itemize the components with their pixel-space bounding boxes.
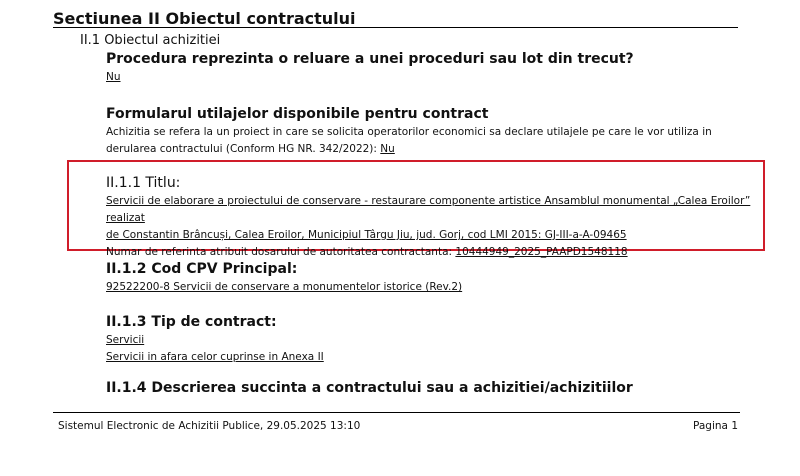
titlu-text-1: Servicii de elaborare a proiectului de conservare - restaurare componente artistice Ansamblul monumental „Calea Eroilor” realizat <box>106 195 751 224</box>
titlu-block <box>106 173 756 261</box>
footer-page-number: Pagina 1 <box>693 420 738 432</box>
reluare-answer: Nu <box>106 71 121 83</box>
section-divider <box>53 27 738 28</box>
cpv-title: II.1.2 Cod CPV Principal: <box>106 261 298 277</box>
tip-block <box>106 312 746 366</box>
reluare-answer-row <box>106 69 746 86</box>
reference-value: 10444949_2025_PAAPD1548118 <box>455 246 628 258</box>
tip-title: II.1.3 Tip de contract: <box>106 314 277 330</box>
descriere-title: II.1.4 Descrierea succinta a contractului sau a achizitiei/achizitiilor <box>106 380 633 396</box>
tip-value-1: Servicii <box>106 334 145 346</box>
utilaje-answer: Nu <box>380 143 395 155</box>
cpv-value-row <box>106 279 746 296</box>
cpv-block <box>106 259 746 296</box>
cpv-value: 92522200-8 Servicii de conservare a monumentelor istorice (Rev.2) <box>106 281 463 293</box>
titlu-text-2: de Constantin Brâncuși, Calea Eroilor, Municipiul Târgu Jiu, jud. Gorj, cod LMI 2015: GJ-III-a-A-09465 <box>106 229 627 241</box>
utilaje-description: Achizitia se refera la un proiect in care se solicita operatorilor economici sa declare utilajele pe care le vor utiliza in derularea contractului (Conform HG NR. 342/2022): <box>106 126 712 155</box>
section-title: Sectiunea II Obiectul contractului <box>53 9 356 28</box>
descriere-block <box>106 378 746 398</box>
utilaje-description-row <box>106 124 746 158</box>
tip-value-2: Servicii in afara celor cuprinse in Anexa II <box>106 351 324 363</box>
reference-label: Numar de referinta atribuit dosarului de autoritatea contractanta: <box>106 246 453 258</box>
subsection-title: II.1 Obiectul achizitiei <box>80 33 221 48</box>
utilaje-title: Formularul utilajelor disponibile pentru contract <box>106 106 489 122</box>
reluare-question: Procedura reprezinta o reluare a unei proceduri sau lot din trecut? <box>106 51 634 67</box>
titlu-line-1 <box>106 193 756 227</box>
utilaje-block <box>106 104 746 158</box>
reluare-block <box>106 49 746 86</box>
titlu-title: II.1.1 Titlu: <box>106 175 181 191</box>
tip-value-row-2 <box>106 349 746 366</box>
tip-value-row-1 <box>106 332 746 349</box>
footer-divider <box>53 412 740 413</box>
titlu-line-2 <box>106 227 756 244</box>
footer-system-timestamp: Sistemul Electronic de Achizitii Publice, 29.05.2025 13:10 <box>58 420 361 432</box>
